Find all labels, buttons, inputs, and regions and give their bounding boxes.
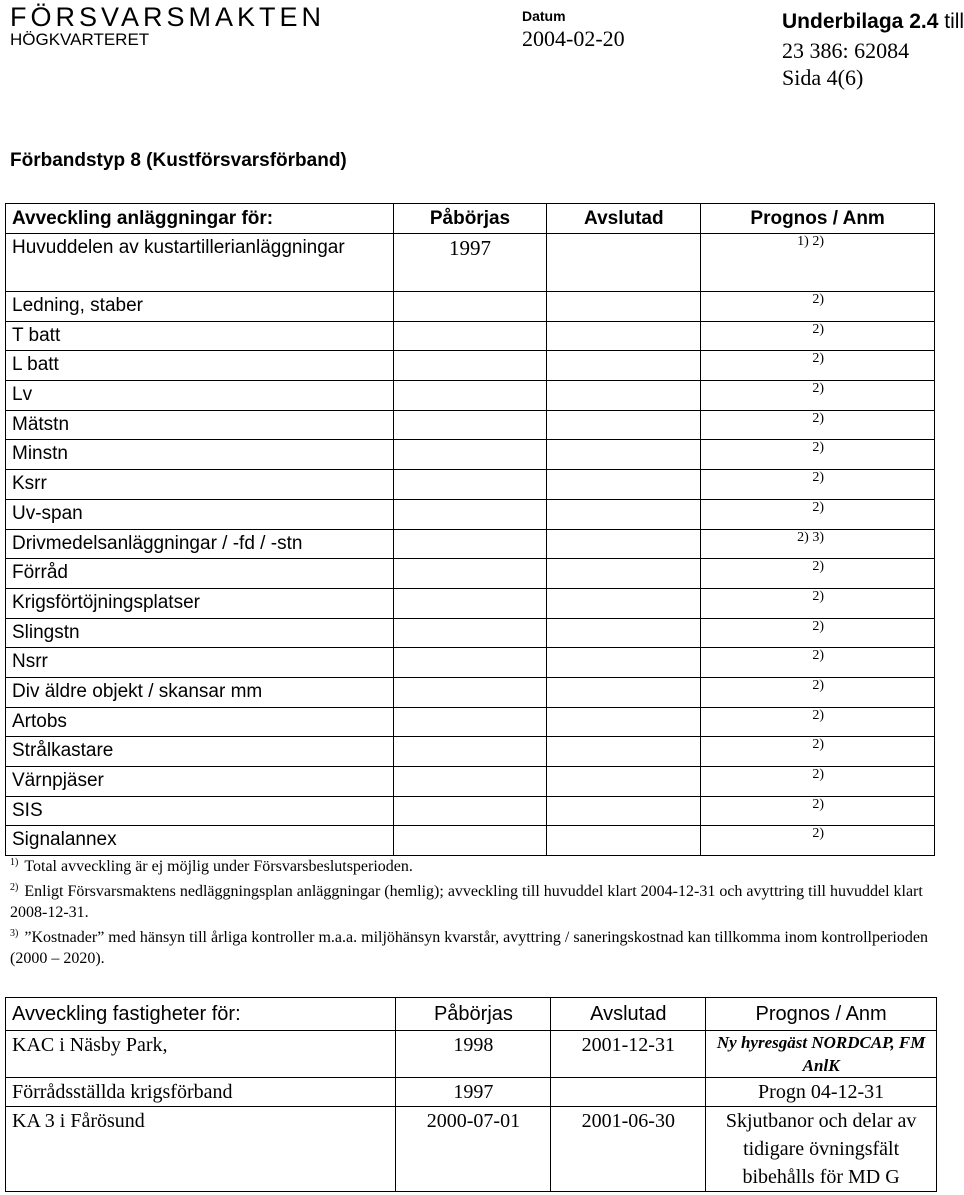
end-year bbox=[547, 796, 701, 826]
facility-name: Krigsförtöjningsplatser bbox=[6, 588, 394, 618]
table-row bbox=[6, 559, 935, 589]
column-header-property: Avveckling fastigheter för: bbox=[6, 998, 396, 1031]
table-row bbox=[6, 351, 935, 381]
facility-name: L batt bbox=[6, 351, 394, 381]
end-year bbox=[547, 588, 701, 618]
facility-name: Slingstn bbox=[6, 618, 394, 648]
facility-name: T batt bbox=[6, 321, 394, 351]
table-row bbox=[6, 381, 935, 411]
prognosis-note: 2) bbox=[701, 826, 935, 856]
facility-name: Nsrr bbox=[6, 648, 394, 678]
facility-name: Strålkastare bbox=[6, 737, 394, 767]
facility-name: Artobs bbox=[6, 707, 394, 737]
start-year bbox=[393, 351, 547, 381]
annex-label bbox=[782, 10, 964, 34]
prognosis-note: 1) 2) bbox=[701, 234, 935, 292]
end-year bbox=[547, 381, 701, 411]
footnote-mark: 3) bbox=[10, 928, 19, 939]
start-year bbox=[393, 588, 547, 618]
facilities-table bbox=[5, 203, 935, 856]
date-label: Datum bbox=[522, 8, 566, 24]
footnote-3 bbox=[10, 923, 930, 969]
end-year bbox=[547, 737, 701, 767]
prognosis-note: 2) bbox=[701, 618, 935, 648]
facility-name: Ledning, staber bbox=[6, 292, 394, 322]
end-year bbox=[547, 470, 701, 500]
annex-number: Underbilaga 2.4 bbox=[782, 10, 939, 33]
prognosis-note: 2) bbox=[701, 440, 935, 470]
column-header-end: Avslutad bbox=[551, 998, 706, 1031]
facility-name: Förråd bbox=[6, 559, 394, 589]
table-header-row bbox=[6, 204, 935, 234]
end-year bbox=[547, 321, 701, 351]
start-year bbox=[393, 410, 547, 440]
start-date: 1997 bbox=[396, 1078, 551, 1107]
prognosis-note: 2) bbox=[701, 648, 935, 678]
table-row bbox=[6, 529, 935, 559]
end-year bbox=[547, 707, 701, 737]
table-row bbox=[6, 648, 935, 678]
table-header-row bbox=[6, 998, 937, 1031]
table-row bbox=[6, 292, 935, 322]
prognosis-note: 2) bbox=[701, 499, 935, 529]
section-title: Förbandstyp 8 (Kustförsvarsförband) bbox=[10, 150, 347, 171]
prognosis-note: 2) bbox=[701, 707, 935, 737]
facility-name: Uv-span bbox=[6, 499, 394, 529]
table-row bbox=[6, 796, 935, 826]
document-date: 2004-02-20 bbox=[522, 26, 625, 51]
end-year bbox=[547, 677, 701, 707]
prognosis-note: 2) bbox=[701, 381, 935, 411]
start-year bbox=[393, 707, 547, 737]
end-year bbox=[547, 499, 701, 529]
end-year bbox=[547, 440, 701, 470]
column-header-note: Prognos / Anm bbox=[706, 998, 937, 1031]
footnote-2 bbox=[10, 877, 930, 923]
prognosis-note: 2) bbox=[701, 351, 935, 381]
prognosis-note: 2) bbox=[701, 737, 935, 767]
property-name: KA 3 i Fårösund bbox=[6, 1107, 396, 1192]
footnote-text: Total avveckling är ej möjlig under Försvarsbeslutsperioden. bbox=[24, 858, 413, 875]
start-year bbox=[393, 767, 547, 797]
column-header-start: Påbörjas bbox=[393, 204, 547, 234]
footnote-mark: 1) bbox=[10, 857, 19, 868]
table-row bbox=[6, 767, 935, 797]
table-row bbox=[6, 234, 935, 292]
reference-number: 23 386: 62084 bbox=[782, 38, 910, 63]
table-row bbox=[6, 1031, 937, 1078]
start-year bbox=[393, 470, 547, 500]
organization-name: FÖRSVARSMAKTEN bbox=[10, 2, 326, 32]
prognosis-note: Ny hyresgäst NORDCAP, FM AnlK bbox=[706, 1031, 937, 1078]
facilities-table-body bbox=[6, 234, 935, 856]
column-header-facility: Avveckling anläggningar för: bbox=[6, 204, 394, 234]
facility-name: Lv bbox=[6, 381, 394, 411]
properties-table bbox=[5, 997, 937, 1192]
end-year bbox=[547, 767, 701, 797]
facility-name: SIS bbox=[6, 796, 394, 826]
prognosis-note: 2) bbox=[701, 410, 935, 440]
start-year bbox=[393, 677, 547, 707]
prognosis-note: 2) bbox=[701, 588, 935, 618]
start-year bbox=[393, 440, 547, 470]
end-year bbox=[547, 410, 701, 440]
footnote-text: Enligt Försvarsmaktens nedläggningsplan anläggningar (hemlig); avveckling till huvuddel klart 2004-12-31 och avyttring till huvuddel klart 2008-12-31. bbox=[10, 883, 923, 921]
footnote-text: ”Kostnader” med hänsyn till årliga kontroller m.a.a. miljöhänsyn kvarstår, avyttring / saneringskostnad kan tillkomma inom kontrollperioden (2000 – 2020). bbox=[10, 929, 928, 967]
end-year bbox=[547, 648, 701, 678]
facility-name: Värnpjäser bbox=[6, 767, 394, 797]
start-year bbox=[393, 559, 547, 589]
prognosis-note: 2) bbox=[701, 677, 935, 707]
annex-suffix: till bbox=[944, 10, 964, 33]
facility-name: Drivmedelsanläggningar / -fd / -stn bbox=[6, 529, 394, 559]
table-row bbox=[6, 707, 935, 737]
end-year bbox=[547, 559, 701, 589]
facility-name: Signalannex bbox=[6, 826, 394, 856]
table-row bbox=[6, 1078, 937, 1107]
table-row bbox=[6, 499, 935, 529]
column-header-end: Avslutad bbox=[547, 204, 701, 234]
end-date: 2001-12-31 bbox=[551, 1031, 706, 1078]
property-name: KAC i Näsby Park, bbox=[6, 1031, 396, 1078]
column-header-start: Påbörjas bbox=[396, 998, 551, 1031]
unit-name: HÖGKVARTERET bbox=[10, 30, 150, 49]
start-year bbox=[393, 618, 547, 648]
end-year bbox=[547, 618, 701, 648]
prognosis-note: 2) bbox=[701, 796, 935, 826]
table-row bbox=[6, 677, 935, 707]
end-date: 2001-06-30 bbox=[551, 1107, 706, 1192]
start-year bbox=[393, 648, 547, 678]
end-year bbox=[547, 292, 701, 322]
footnote-mark: 2) bbox=[10, 882, 19, 893]
prognosis-note: Skjutbanor och delar av tidigare övningsfält bibehålls för MD G bbox=[706, 1107, 937, 1192]
facility-name: Minstn bbox=[6, 440, 394, 470]
prognosis-note: 2) 3) bbox=[701, 529, 935, 559]
table-row bbox=[6, 440, 935, 470]
start-year: 1997 bbox=[393, 234, 547, 292]
start-year bbox=[393, 381, 547, 411]
table-row bbox=[6, 588, 935, 618]
prognosis-note: 2) bbox=[701, 321, 935, 351]
prognosis-note: 2) bbox=[701, 470, 935, 500]
table-row bbox=[6, 470, 935, 500]
page-number: Sida 4(6) bbox=[782, 65, 864, 90]
prognosis-note: 2) bbox=[701, 292, 935, 322]
table-row bbox=[6, 410, 935, 440]
footnote-1 bbox=[10, 852, 930, 877]
table-row bbox=[6, 618, 935, 648]
prognosis-note: 2) bbox=[701, 767, 935, 797]
property-name: Förrådsställda krigsförband bbox=[6, 1078, 396, 1107]
facility-name: Div äldre objekt / skansar mm bbox=[6, 677, 394, 707]
end-year bbox=[547, 351, 701, 381]
facility-name: Mätstn bbox=[6, 410, 394, 440]
table-row bbox=[6, 737, 935, 767]
start-year bbox=[393, 321, 547, 351]
prognosis-note: 2) bbox=[701, 559, 935, 589]
end-date bbox=[551, 1078, 706, 1107]
column-header-note: Prognos / Anm bbox=[701, 204, 935, 234]
start-date: 1998 bbox=[396, 1031, 551, 1078]
end-year bbox=[547, 529, 701, 559]
facility-name: Ksrr bbox=[6, 470, 394, 500]
table-row bbox=[6, 321, 935, 351]
end-year bbox=[547, 234, 701, 292]
start-year bbox=[393, 796, 547, 826]
prognosis-note: Progn 04-12-31 bbox=[706, 1078, 937, 1107]
start-year bbox=[393, 499, 547, 529]
start-year bbox=[393, 529, 547, 559]
start-year bbox=[393, 737, 547, 767]
table-row bbox=[6, 1107, 937, 1192]
start-date: 2000-07-01 bbox=[396, 1107, 551, 1192]
start-year bbox=[393, 292, 547, 322]
facility-name: Huvuddelen av kustartillerianläggningar bbox=[6, 234, 394, 292]
